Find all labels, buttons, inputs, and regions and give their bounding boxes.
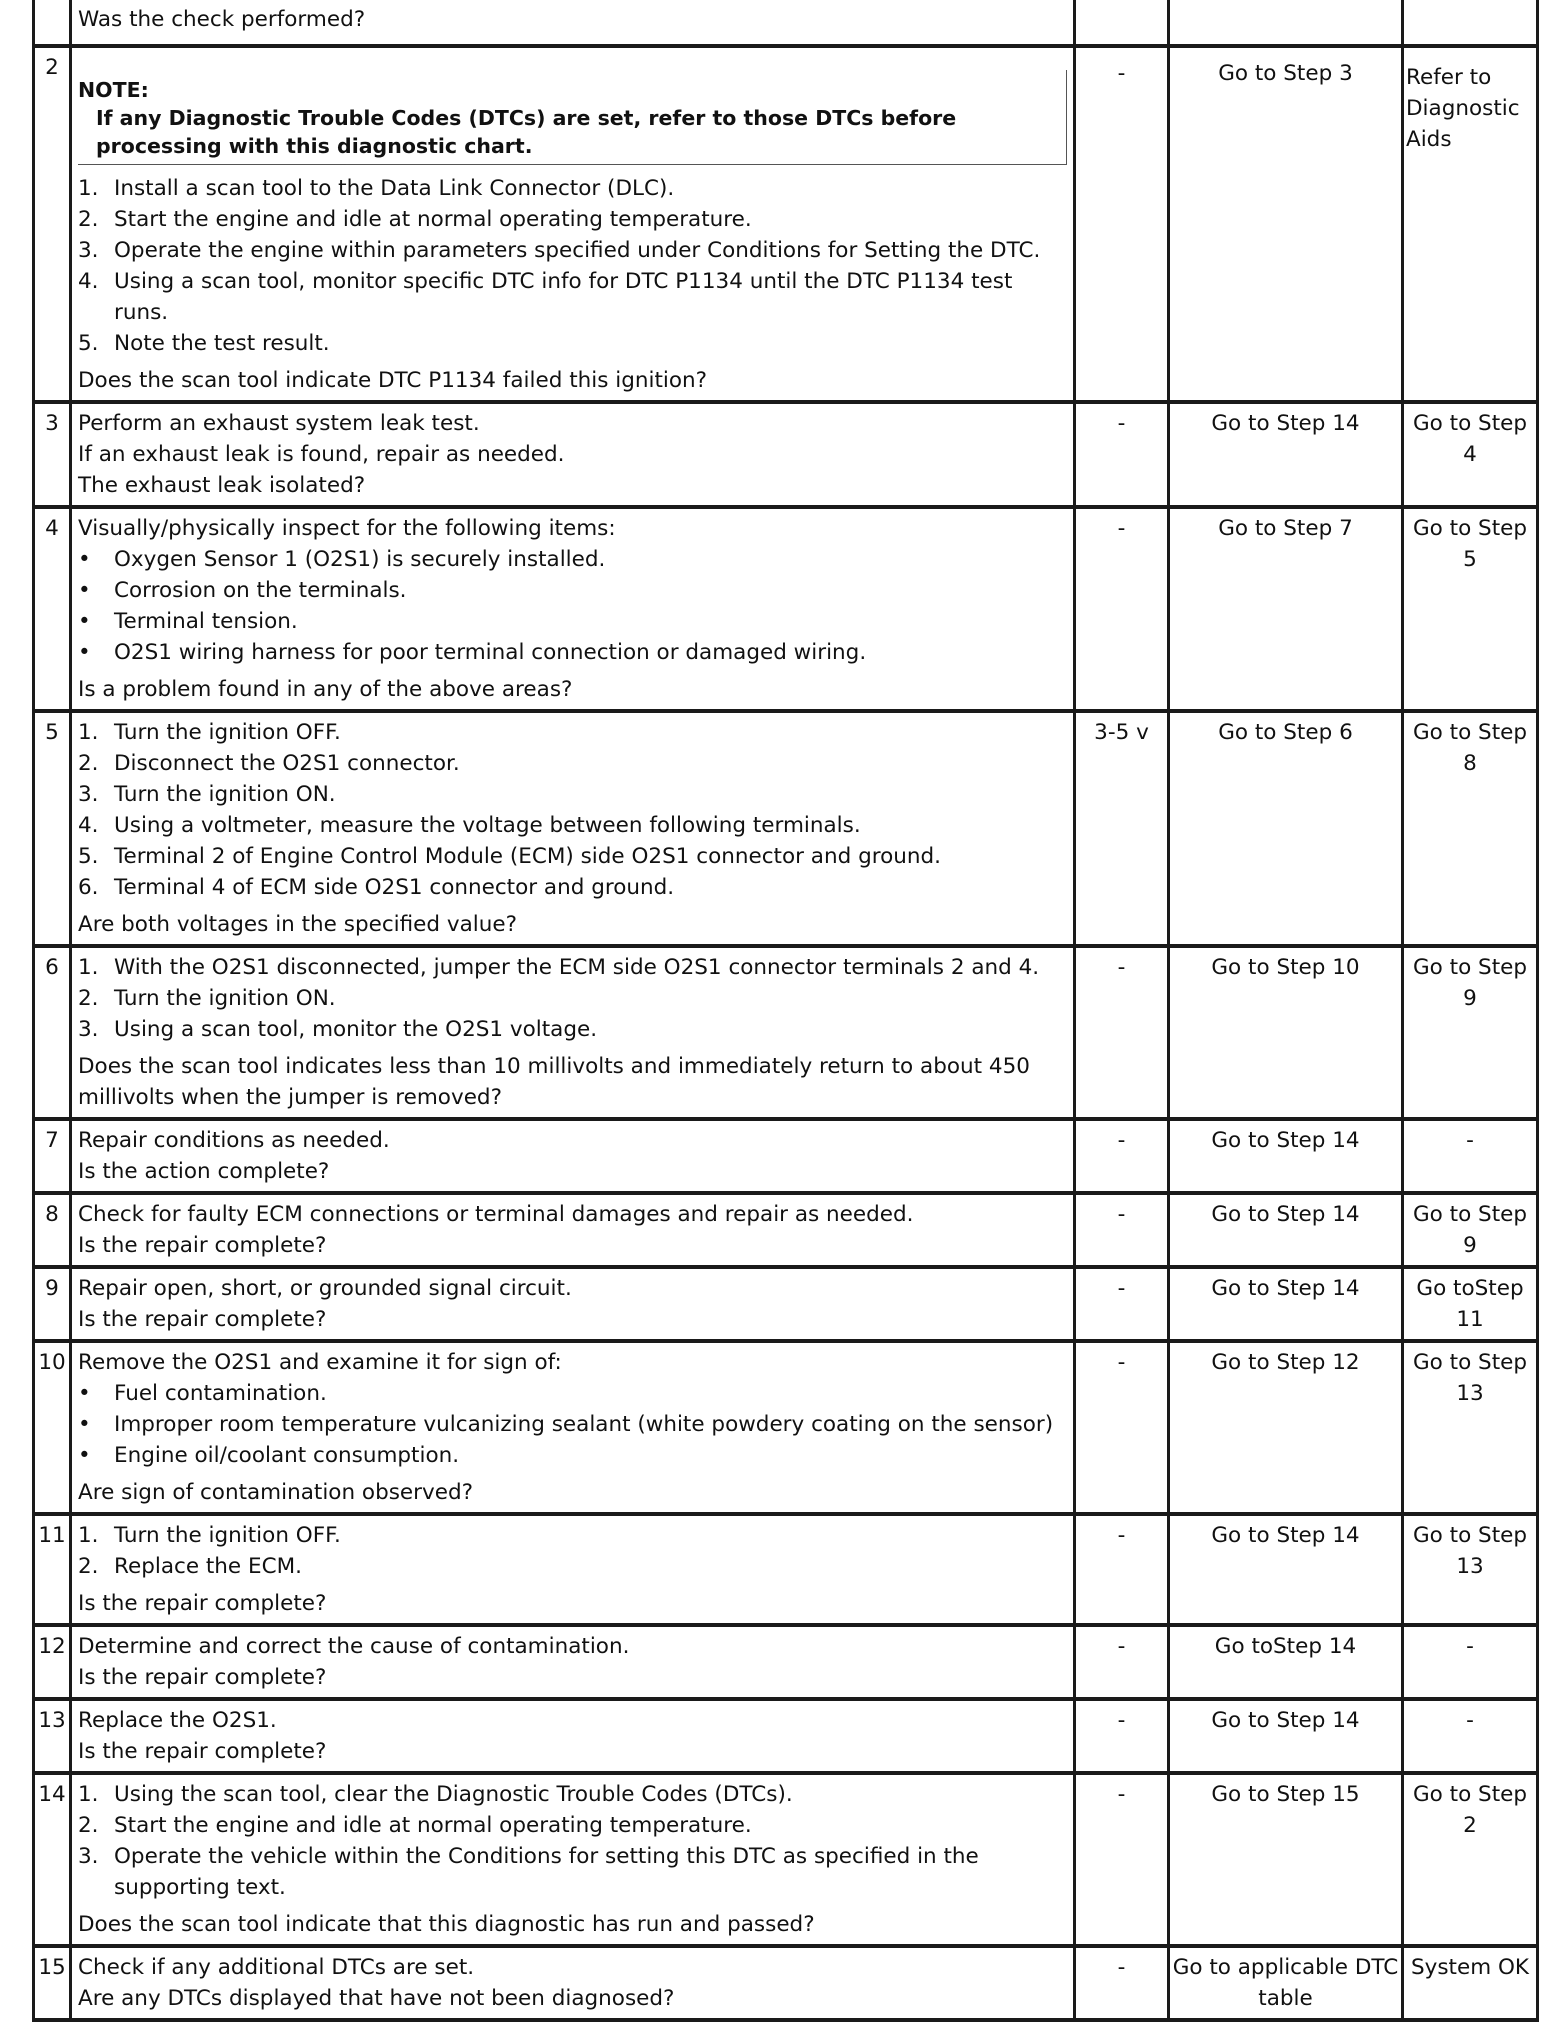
table-row <box>34 1341 1538 1514</box>
list-item: • Engine oil/coolant consumption. <box>78 1443 460 1468</box>
action-cell: Check if any additional DTCs are set. Are any DTCs displayed that have not been diagnosed? <box>71 1946 1075 2020</box>
yes-cell: Go to applicable DTC table <box>1169 1946 1403 2020</box>
list-item: 1. Using the scan tool, clear the Diagnostic Trouble Codes (DTCs). <box>78 1782 793 1807</box>
no-cell: Go to Step 9 <box>1403 1193 1538 1267</box>
no-cell: Go to Step 4 <box>1403 402 1538 507</box>
note-text: If any Diagnostic Trouble Codes (DTCs) are set, refer to those DTCs before processing with this diagnostic chart. <box>96 106 957 158</box>
action-cell <box>71 46 1075 402</box>
yes-cell <box>1169 0 1403 46</box>
table-row <box>34 1267 1538 1341</box>
step-number: 2 <box>34 46 71 402</box>
action-cell: Replace the O2S1. Is the repair complete? <box>71 1699 1075 1773</box>
value-cell: - <box>1075 1267 1169 1341</box>
value-cell: - <box>1075 1341 1169 1514</box>
step-number: 8 <box>34 1193 71 1267</box>
list-item: 5. Terminal 2 of Engine Control Module (ECM) side O2S1 connector and ground. <box>78 844 941 869</box>
step-number: 12 <box>34 1625 71 1699</box>
question-text: Are both voltages in the specified value? <box>78 912 518 937</box>
list-item: 2. Turn the ignition ON. <box>78 986 336 1011</box>
list-item: 1. Turn the ignition OFF. <box>78 1523 341 1548</box>
step-number: 7 <box>34 1119 71 1193</box>
value-cell: - <box>1075 1625 1169 1699</box>
list-item: 3. Using a scan tool, monitor the O2S1 voltage. <box>78 1017 598 1042</box>
no-cell: Go to Step 5 <box>1403 507 1538 711</box>
step-number: 15 <box>34 1946 71 2020</box>
action-cell: Perform an exhaust system leak test. If an exhaust leak is found, repair as needed. The exhaust leak isolated? <box>71 402 1075 507</box>
yes-cell: Go to Step 12 <box>1169 1341 1403 1514</box>
action-cell: Remove the O2S1 and examine it for sign of: • Fuel contamination. • Improper room temperature vulcanizing sealant (white powdery coating on the sensor) • Engine oil/coolant consumption. Are sign of contamination observed? <box>71 1341 1075 1514</box>
step-number: 4 <box>34 507 71 711</box>
question-text: Is the repair complete? <box>78 1591 327 1616</box>
list-item: 2. Start the engine and idle at normal operating temperature. <box>78 1813 752 1838</box>
question-text: Was the check performed? <box>78 7 366 32</box>
yes-cell: Go toStep 14 <box>1169 1625 1403 1699</box>
no-cell: - <box>1403 1119 1538 1193</box>
step-number: 3 <box>34 402 71 507</box>
yes-cell: Go to Step 14 <box>1169 1119 1403 1193</box>
table-row <box>34 1514 1538 1625</box>
list-item: • Oxygen Sensor 1 (O2S1) is securely installed. <box>78 547 606 572</box>
list-item: 2. Disconnect the O2S1 connector. <box>78 751 460 776</box>
step-number: 6 <box>34 946 71 1119</box>
no-cell: Go toStep 11 <box>1403 1267 1538 1341</box>
table-row <box>34 1699 1538 1773</box>
value-cell: - <box>1075 1946 1169 2020</box>
list-item: 3. Operate the vehicle within the Conditions for setting this DTC as specified in the supporting text. <box>78 1844 979 1900</box>
table-row <box>34 1119 1538 1193</box>
yes-cell: Go to Step 14 <box>1169 402 1403 507</box>
table-row <box>34 1193 1538 1267</box>
value-cell: - <box>1075 1193 1169 1267</box>
no-cell <box>1403 0 1538 46</box>
no-cell: Go to Step 13 <box>1403 1514 1538 1625</box>
question-text: Does the scan tool indicate that this diagnostic has run and passed? <box>78 1912 815 1937</box>
table-row <box>34 946 1538 1119</box>
value-cell: - <box>1075 946 1169 1119</box>
action-cell: Visually/physically inspect for the following items: • Oxygen Sensor 1 (O2S1) is securely installed. • Corrosion on the terminals. • Terminal tension. • O2S1 wiring harness for poor terminal connection or damaged wiring. Is a problem found in any of the above areas? <box>71 507 1075 711</box>
list-item: 1. Install a scan tool to the Data Link Connector (DLC). <box>78 176 675 201</box>
table-row <box>34 1625 1538 1699</box>
yes-cell: Go to Step 3 <box>1169 46 1403 402</box>
yes-cell: Go to Step 7 <box>1169 507 1403 711</box>
step-number: 5 <box>34 711 71 946</box>
list-item: 1. Turn the ignition OFF. <box>78 720 341 745</box>
yes-cell: Go to Step 15 <box>1169 1773 1403 1946</box>
note-box <box>78 70 1067 165</box>
no-cell: Go to Step 8 <box>1403 711 1538 946</box>
no-cell: - <box>1403 1699 1538 1773</box>
yes-cell: Go to Step 14 <box>1169 1699 1403 1773</box>
step-list <box>78 173 1067 359</box>
value-cell: - <box>1075 402 1169 507</box>
note-heading: NOTE: <box>78 78 149 102</box>
list-item: 4. Using a scan tool, monitor specific DTC info for DTC P1134 until the DTC P1134 test runs. <box>78 269 1013 325</box>
yes-cell: Go to Step 14 <box>1169 1193 1403 1267</box>
value-cell: - <box>1075 1514 1169 1625</box>
step-number <box>34 0 71 46</box>
list-item: 3. Turn the ignition ON. <box>78 782 336 807</box>
list-item: 2. Replace the ECM. <box>78 1554 302 1579</box>
list-item: 4. Using a voltmeter, measure the voltage between following terminals. <box>78 813 861 838</box>
list-item: 6. Terminal 4 of ECM side O2S1 connector and ground. <box>78 875 675 900</box>
table-row <box>34 402 1538 507</box>
value-cell <box>1075 0 1169 46</box>
list-item: • Fuel contamination. <box>78 1381 327 1406</box>
step-number: 10 <box>34 1341 71 1514</box>
step-number: 13 <box>34 1699 71 1773</box>
value-cell: - <box>1075 507 1169 711</box>
table-row <box>34 1946 1538 2020</box>
action-cell <box>71 1514 1075 1625</box>
question-text: Does the scan tool indicates less than 10 millivolts and immediately return to about 450 millivolts when the jumper is removed? <box>78 1054 1030 1110</box>
yes-cell: Go to Step 10 <box>1169 946 1403 1119</box>
no-cell: System OK <box>1403 1946 1538 2020</box>
table-row <box>34 711 1538 946</box>
list-item: 3. Operate the engine within parameters specified under Conditions for Setting the DTC. <box>78 238 1041 263</box>
step-number: 14 <box>34 1773 71 1946</box>
question-text: Is a problem found in any of the above areas? <box>78 677 573 702</box>
list-item: 5. Note the test result. <box>78 331 330 356</box>
list-item: • O2S1 wiring harness for poor terminal connection or damaged wiring. <box>78 640 867 665</box>
list-item: • Terminal tension. <box>78 609 298 634</box>
action-cell: Repair conditions as needed. Is the action complete? <box>71 1119 1075 1193</box>
value-cell: 3-5 v <box>1075 711 1169 946</box>
action-cell <box>71 946 1075 1119</box>
value-cell: - <box>1075 1773 1169 1946</box>
list-item: • Corrosion on the terminals. <box>78 578 407 603</box>
table-row <box>34 46 1538 402</box>
no-cell: Go to Step 9 <box>1403 946 1538 1119</box>
question-text: Does the scan tool indicate DTC P1134 failed this ignition? <box>78 368 708 393</box>
no-cell: - <box>1403 1625 1538 1699</box>
yes-cell: Go to Step 6 <box>1169 711 1403 946</box>
action-cell: Repair open, short, or grounded signal circuit. Is the repair complete? <box>71 1267 1075 1341</box>
value-cell: - <box>1075 1119 1169 1193</box>
action-cell <box>71 0 1075 46</box>
no-cell: Go to Step 2 <box>1403 1773 1538 1946</box>
step-number: 9 <box>34 1267 71 1341</box>
yes-cell: Go to Step 14 <box>1169 1267 1403 1341</box>
no-cell: Refer to Diagnostic Aids <box>1403 46 1538 402</box>
action-cell: Determine and correct the cause of contamination. Is the repair complete? <box>71 1625 1075 1699</box>
diagnostic-table <box>32 0 1539 2022</box>
question-text: Are sign of contamination observed? <box>78 1480 473 1505</box>
value-cell: - <box>1075 46 1169 402</box>
list-item: • Improper room temperature vulcanizing sealant (white powdery coating on the sensor) <box>78 1412 1054 1437</box>
table-row <box>34 1773 1538 1946</box>
action-cell: Check for faulty ECM connections or terminal damages and repair as needed. Is the repair complete? <box>71 1193 1075 1267</box>
list-item: 2. Start the engine and idle at normal operating temperature. <box>78 207 752 232</box>
step-number: 11 <box>34 1514 71 1625</box>
list-item: 1. With the O2S1 disconnected, jumper the ECM side O2S1 connector terminals 2 and 4. <box>78 955 1040 980</box>
yes-cell: Go to Step 14 <box>1169 1514 1403 1625</box>
action-cell <box>71 1773 1075 1946</box>
action-cell <box>71 711 1075 946</box>
value-cell: - <box>1075 1699 1169 1773</box>
table-row <box>34 0 1538 46</box>
no-cell: Go to Step 13 <box>1403 1341 1538 1514</box>
table-row <box>34 507 1538 711</box>
